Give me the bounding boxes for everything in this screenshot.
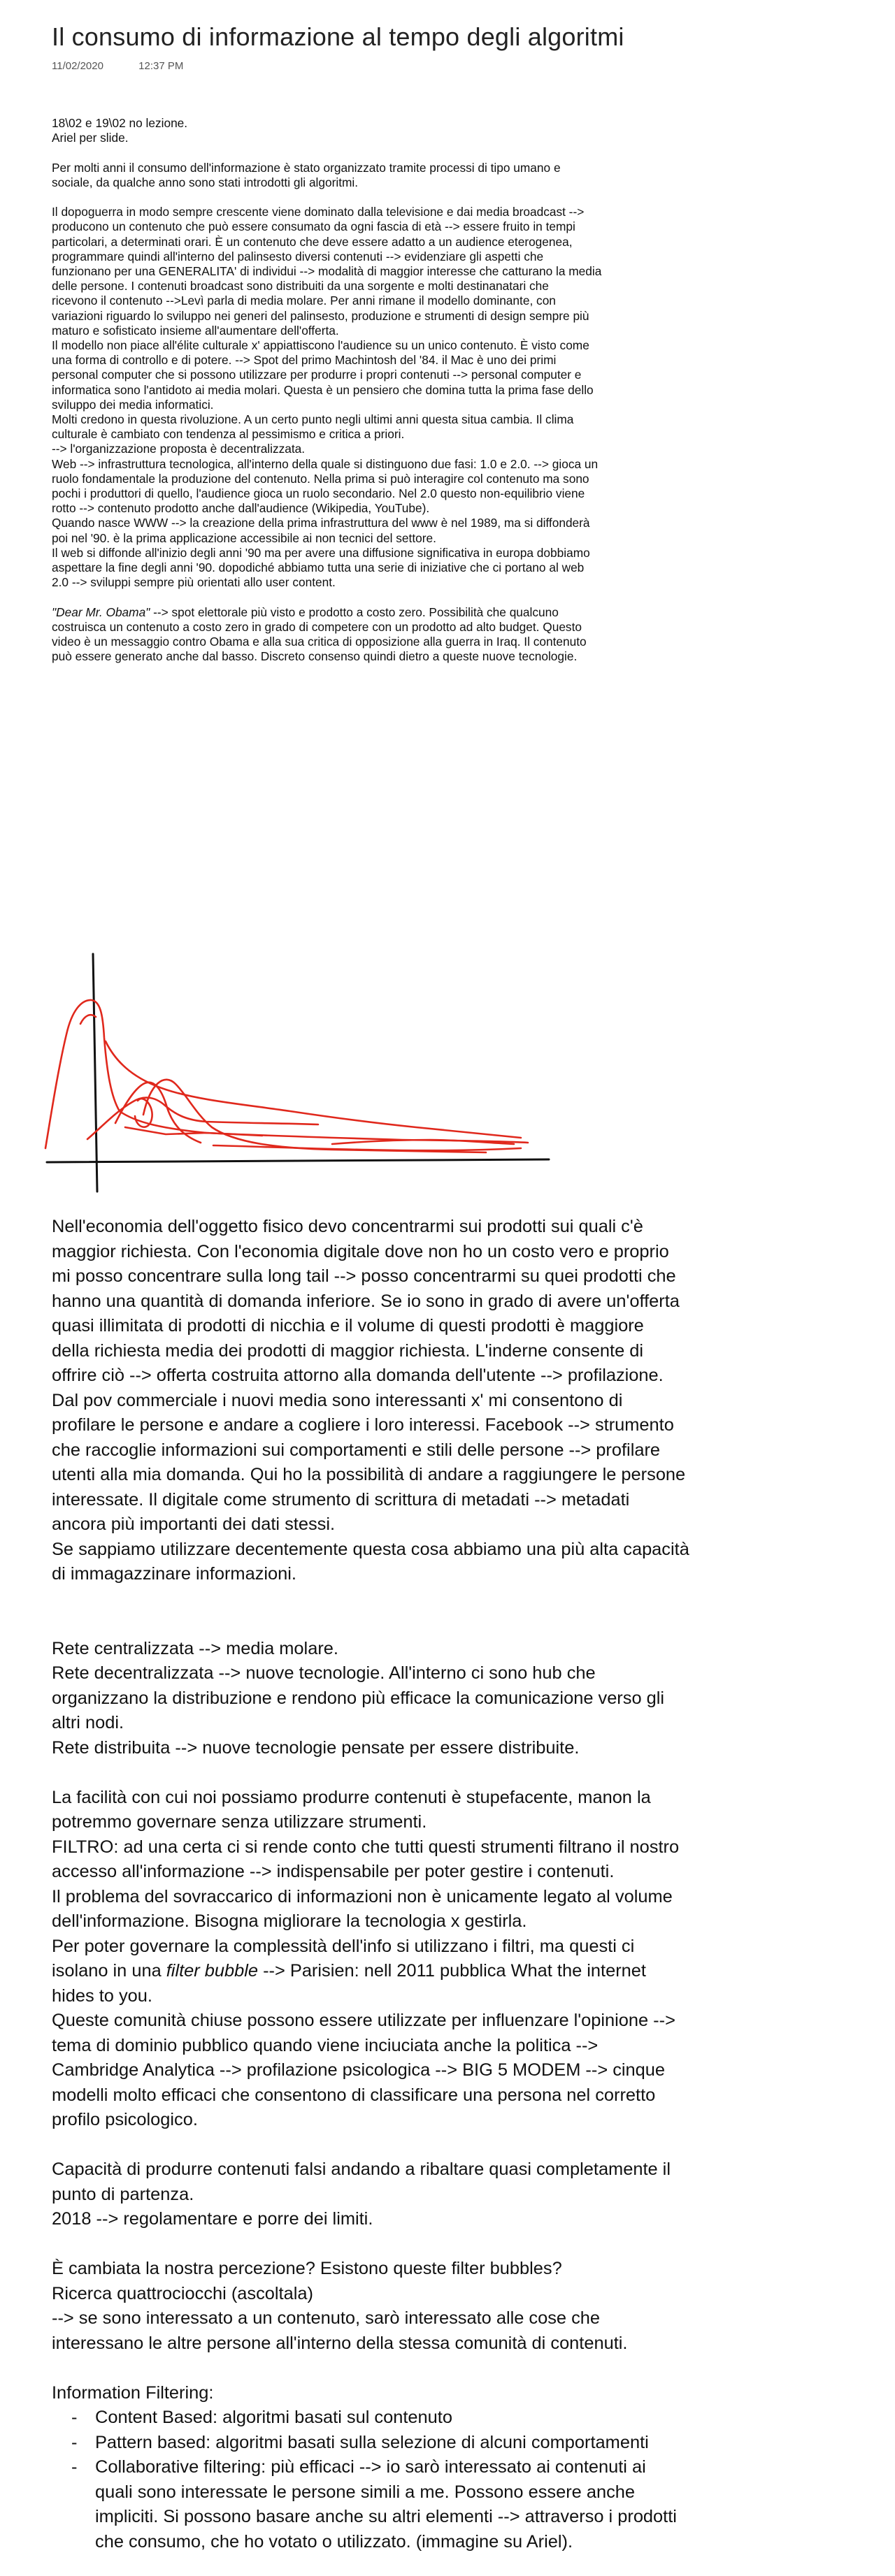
y-axis — [93, 954, 97, 1192]
text-line: che raccoglie informazioni sui comportamenti e stili delle persone --> profilare — [52, 1440, 661, 1460]
text-line: Rete decentralizzata --> nuove tecnologie. All'interno ci sono hub che — [52, 1663, 596, 1683]
text-line: 18\02 e 19\02 no lezione. — [52, 116, 188, 130]
ink-stroke — [106, 1041, 521, 1138]
text-line: interessano le altre persone all'interno della stessa comunità di contenuti. — [52, 2333, 628, 2353]
text-line: Cambridge Analytica --> profilazione psicologica --> BIG 5 MODEM --> cinque — [52, 2060, 666, 2080]
text-line: maggior richiesta. Con l'economia digitale dove non ho un costo vero e proprio — [52, 1241, 669, 1261]
text-line: 2.0 --> sviluppi sempre più orientati allo user content. — [52, 575, 336, 590]
text-line: hanno una quantità di domanda inferiore. Se io sono in grado di avere un'offerta — [52, 1291, 680, 1311]
text-line: ancora più importanti dei dati stessi. — [52, 1514, 336, 1534]
text-line: rotto --> contenuto prodotto anche dall'audience (Wikipedia, YouTube). — [52, 501, 430, 516]
notes-section-large — [52, 1215, 849, 2554]
x-axis — [47, 1159, 549, 1162]
text-line: può essere generato anche dal basso. Discreto consenso quindi dietro a queste nuove tecnologie. — [52, 649, 578, 664]
text-line: video è un messaggio contro Obama e alla sua critica di opposizione alla guerra in Iraq. Il contenuto — [52, 635, 587, 649]
text-line: Per molti anni il consumo dell'informazione è stato organizzato tramite processi di tipo umano e — [52, 160, 561, 175]
italic-quote: "Dear Mr. Obama" — [52, 605, 150, 619]
text-line: --> se sono interessato a un contenuto, sarò interessato alle cose che — [52, 2308, 601, 2328]
text-line: Rete distribuita --> nuove tecnologie pensate per essere distribuite. — [52, 1737, 580, 1758]
text-line: variazioni riguardo lo sviluppo nei generi del palinsesto, produzione e strumenti di design sempre più — [52, 308, 589, 323]
text-line: Dal pov commerciale i nuovi media sono interessanti x' mi consentono di — [52, 1390, 623, 1410]
text-line: utenti alla mia domanda. Qui ho la possibilità di andare a raggiungere le persone — [52, 1465, 686, 1484]
text-line: È cambiata la nostra percezione? Esistono queste filter bubbles? — [52, 2259, 562, 2278]
text-line: informatica sono l'antidoto ai media molari. Questa è un pensiero che domina tutta la prima fase dello — [52, 382, 594, 397]
text-line: Molti credono in questa rivoluzione. A un certo punto negli ultimi anni questa situa cambia. Il clima — [52, 412, 574, 427]
text-line: aspettare la fine degli anni '90. dopodiché abbiamo tutta una serie di iniziative che ci portano al web — [52, 560, 585, 575]
text-line: Web --> infrastruttura tecnologica, all'interno della quale si distinguono due fasi: 1.0 e 2.0. --> gioca un — [52, 456, 599, 471]
text-line: altri nodi. — [52, 1713, 124, 1732]
text-line: "Dear Mr. Obama" --> spot elettorale più visto e prodotto a costo zero. Possibilità che qualcuno — [52, 605, 559, 619]
list-item: - Pattern based: algoritmi basati sulla selezione di alcuni comportamenti — [95, 2431, 849, 2456]
text-line: Queste comunità chiuse possono essere utilizzate per influenzare l'opinione --> — [52, 2011, 675, 2030]
text-line: Capacità di produrre contenuti falsi andando a ribaltare quasi completamente il — [52, 2159, 671, 2179]
text-line: potremmo governare senza utilizzare strumenti. — [52, 1812, 427, 1832]
text-line: organizzano la distribuzione e rendono più efficace la comunicazione verso gli — [52, 1688, 665, 1708]
text-line: Se sappiamo utilizzare decentemente questa cosa abbiamo una più alta capacità — [52, 1539, 689, 1559]
text-line: tema di dominio pubblico quando viene inciuciata anche la politica --> — [52, 2035, 599, 2055]
ink-stroke — [143, 1080, 486, 1152]
text-line: culturale è cambiato con tendenza al pessimismo e critica a priori. — [52, 427, 405, 442]
text-line: delle persone. I contenuti broadcast sono distribuiti da una sorgente e molti destinanatari che — [52, 279, 549, 294]
list-heading: Information Filtering: — [52, 2382, 214, 2403]
text-line: Il modello non piace all'élite culturale x' appiattiscono l'audience su un unico contenuto. È visto come — [52, 338, 589, 353]
ink-stroke — [213, 1145, 521, 1150]
text-line: funzionano per una GENERALITA' di individui --> modalità di maggior interesse che catturano la media — [52, 264, 602, 278]
text-line: personal computer che si possono utilizzare per produrre i propri contenuti --> personal computer e — [52, 368, 582, 382]
text-line: sociale, da qualche anno sono stati introdotti gli algoritmi. — [52, 175, 359, 189]
note-header — [52, 21, 849, 72]
text-line: 2018 --> regolamentare e porre dei limiti. — [52, 2209, 373, 2229]
text-line: producono un contenuto che può essere consumato da ogni fascia di età --> essere fruito in tempi — [52, 219, 575, 234]
text-line: hides to you. — [52, 1985, 152, 2006]
text-line: costruisca un contenuto a costo zero in grado di competere con un prodotto ad alto budget. Questo — [52, 619, 582, 634]
text-line: profilo psicologico. — [52, 2110, 198, 2129]
text-line: dell'informazione. Bisogna migliorare la tecnologia x gestirla. — [52, 1911, 527, 1931]
text-line: isolano in una filter bubble --> Parisien: nell 2011 pubblica What the internet — [52, 1961, 646, 1981]
text-line: programmare quindi all'interno del palinsesto diversi contenuti --> evidenziare gli aspetti che — [52, 249, 544, 263]
text-line: Per poter governare la complessità dell'info si utilizzano i filtri, ma questi ci — [52, 1936, 635, 1956]
text-line: Ariel per slide. — [52, 131, 129, 145]
text-line: sviluppo dei media informatici. — [52, 397, 214, 412]
text-line: FILTRO: ad una certa ci si rende conto che tutti questi strumenti filtrano il nostro — [52, 1837, 680, 1857]
text-line: particolari, a determinati orari. È un contenuto che deve essere adatto a un audience eterogenea, — [52, 234, 573, 249]
note-date: 11/02/2020 — [52, 60, 103, 72]
text-line: La facilità con cui noi possiamo produrre contenuti è stupefacente, manon la — [52, 1787, 651, 1807]
text-line: mi posso concentrare sulla long tail --> posso concentrarmi su quei prodotti che — [52, 1266, 676, 1286]
text-line: poi nel '90. è la prima applicazione accessibile ai non tecnici del settore. — [52, 530, 436, 545]
text-line: Quando nasce WWW --> la creazione della prima infrastruttura del www è nel 1989, ma si diffonderà — [52, 516, 590, 530]
long-tail-sketch — [38, 940, 556, 1199]
notes-section-small — [52, 116, 849, 664]
note-metadata — [52, 60, 849, 72]
note-time: 12:37 PM — [138, 60, 184, 72]
text-line: profilare le persone e andare a cogliere i loro interessi. Facebook --> strumento — [52, 1415, 674, 1435]
text-line: ricevono il contenuto -->Levì parla di media molare. Per anni rimane il modello dominante, con — [52, 294, 556, 308]
italic-term: filter bubble — [166, 1961, 259, 1981]
text-line: accesso all'informazione --> indispensabile per poter gestire i contenuti. — [52, 1862, 615, 1881]
text-line: Il problema del sovraccarico di informazioni non è unicamente legato al volume — [52, 1886, 673, 1906]
text-line: pochi i produttori di quello, l'audience gioca un ruolo secondario. Nel 2.0 questo non-equilibrio viene — [52, 486, 585, 501]
text-line: Nell'economia dell'oggetto fisico devo concentrarmi sui prodotti sui quali c'è — [52, 1217, 643, 1236]
text-line: della richiesta media dei prodotti di maggior richiesta. L'inderne consente di — [52, 1340, 644, 1361]
text-line: modelli molto efficaci che consentono di classificare una persona nel corretto — [52, 2085, 656, 2105]
text-line: punto di partenza. — [52, 2184, 194, 2204]
text-line: maturo e sofisticato insieme all'aumentare dell'offerta. — [52, 323, 339, 338]
text-line: di immagazzinare informazioni. — [52, 1564, 296, 1584]
text-line: Ricerca quattrociocchi (ascoltala) — [52, 2283, 313, 2303]
list-item: - Content Based: algoritmi basati sul contenuto — [95, 2405, 849, 2431]
list-item: - Collaborative filtering: più efficaci --> io sarò interessato ai contenuti ai quali sono interessate le persone simili a me. Possono essere anche impliciti. Si possono basare anche su altri elementi --> attraverso i prodotti che consumo, che ho votato o utilizzato. (immagine su Ariel). — [95, 2455, 849, 2554]
text-line: offrire ciò --> offerta costruita attorno alla domanda dell'utente --> profilazione. — [52, 1366, 664, 1385]
text-line: Rete centralizzata --> media molare. — [52, 1638, 338, 1658]
ink-stroke — [45, 1000, 528, 1148]
text-line: --> l'organizzazione proposta è decentralizzata. — [52, 442, 306, 456]
text-line: quasi illimitata di prodotti di nicchia e il volume di questi prodotti è maggiore — [52, 1316, 644, 1336]
text-line: Il web si diffonde all'inizio degli anni '90 ma per avere una diffusione significativa in europa dobbiamo — [52, 545, 590, 560]
text-line: Il dopoguerra in modo sempre crescente viene dominato dalla televisione e dai media broadcast --> — [52, 205, 585, 219]
text-line: una forma di controllo e di potere. --> Spot del primo Machintosh del '84. il Mac è uno dei primi — [52, 353, 557, 368]
text-line: interessate. Il digitale come strumento di scrittura di metadati --> metadati — [52, 1489, 630, 1510]
filtering-list — [52, 2405, 849, 2554]
text-line: ruolo fondamentale la produzione del contenuto. Nella prima si può interagire col contenuto ma sono — [52, 471, 589, 486]
page-title: Il consumo di informazione al tempo degli algoritmi — [52, 22, 624, 51]
